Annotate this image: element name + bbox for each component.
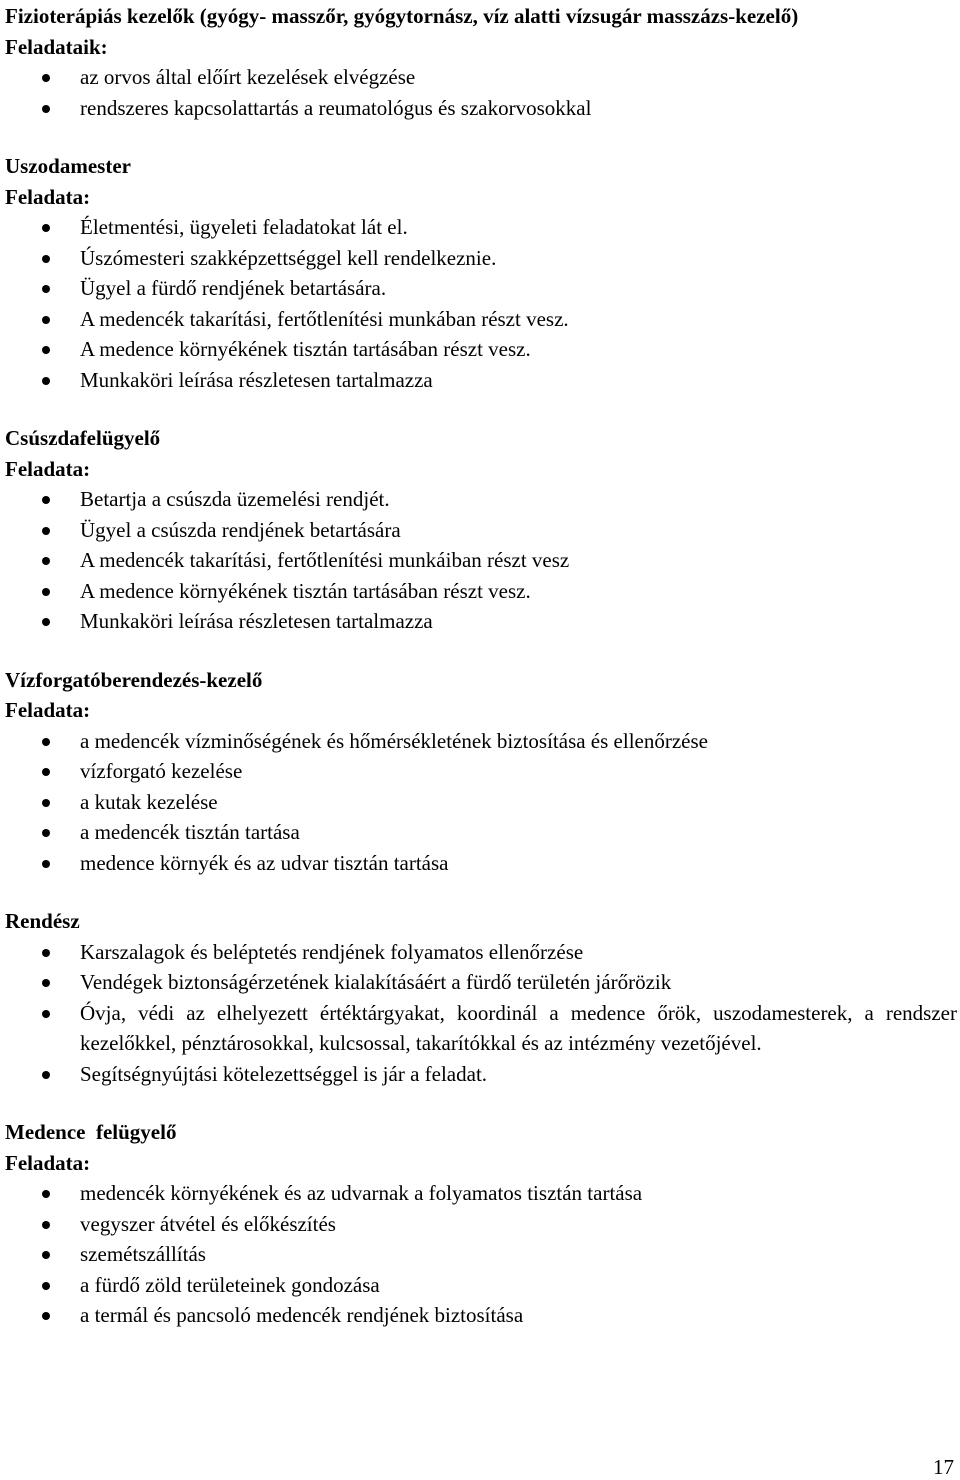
bullet-icon [42, 588, 50, 596]
bullet-icon [42, 346, 50, 354]
bullet-icon [42, 1282, 50, 1290]
page-number: 17 [933, 1455, 954, 1479]
bullet-icon [42, 1010, 50, 1018]
bullet-icon [42, 74, 50, 82]
list-item: Munkaköri leírása részletesen tartalmazza [5, 365, 957, 396]
list-item: a medencék tisztán tartása [5, 817, 957, 848]
bullet-icon [42, 1251, 50, 1259]
list-item: medencék környékének és az udvarnak a folyamatos tisztán tartása [5, 1178, 957, 1209]
list-item: A medencék takarítási, fertőtlenítési munkában részt vesz. [5, 304, 957, 335]
bullet-icon [42, 557, 50, 565]
bullet-icon [42, 618, 50, 626]
list-item: A medencék takarítási, fertőtlenítési munkáiban részt vesz [5, 545, 957, 576]
list-item: a fürdő zöld területeinek gondozása [5, 1270, 957, 1301]
section-title: Medence felügyelő [5, 1120, 177, 1144]
list-item: Munkaköri leírása részletesen tartalmazza [5, 606, 957, 637]
list-item: Úszómesteri szakképzettséggel kell rendelkeznie. [5, 243, 957, 274]
section-title: Vízforgatóberendezés-kezelő [5, 667, 263, 692]
list-item: Óvja, védi az elhelyezett értéktárgyakat, koordinál a medence őrök, uszodamesterek, a rendszer kezelőkkel, pénztárosokkal, kulcsossal, takarítókkal és az intézmény vezetőjével. [5, 998, 957, 1059]
list-item: a medencék vízminőségének és hőmérsékletének biztosítása és ellenőrzése [5, 726, 957, 757]
list-item: Segítségnyújtási kötelezettséggel is jár a feladat. [5, 1059, 957, 1090]
task-list [5, 937, 957, 1090]
bullet-icon [42, 377, 50, 385]
section-title: Fizioterápiás kezelők (gyógy- masszőr, gyógytornász, víz alatti vízsugár masszázs-kezelő) [5, 4, 799, 28]
section-rendesz [5, 906, 957, 1089]
bullet-icon [42, 1221, 50, 1229]
task-list [5, 62, 957, 123]
bullet-icon [42, 1190, 50, 1198]
section-fizioterapias-kezelok [5, 1, 957, 123]
bullet-icon [42, 949, 50, 957]
bullet-icon [42, 860, 50, 868]
list-item: Életmentési, ügyeleti feladatokat lát el. [5, 212, 957, 243]
section-uszodamester [5, 151, 957, 395]
list-item: Ügyel a fürdő rendjének betartására. [5, 273, 957, 304]
section-title: Uszodamester [5, 154, 131, 178]
list-item: Vendégek biztonságérzetének kialakításáért a fürdő területén járőrözik [5, 967, 957, 998]
section-vizforgato-kezelo [5, 665, 957, 879]
list-item: A medence környékének tisztán tartásában részt vesz. [5, 334, 957, 365]
section-label: Feladata: [5, 456, 91, 481]
section-medence-felugyelo [5, 1117, 957, 1331]
list-item: Betartja a csúszda üzemelési rendjét. [5, 484, 957, 515]
bullet-icon [42, 105, 50, 113]
section-label: Feladata: [5, 1150, 91, 1175]
task-list [5, 484, 957, 637]
task-list [5, 726, 957, 879]
document-page [5, 1, 957, 1359]
bullet-icon [42, 1071, 50, 1079]
bullet-icon [42, 979, 50, 987]
list-item: a kutak kezelése [5, 787, 957, 818]
list-item: medence környék és az udvar tisztán tartása [5, 848, 957, 879]
bullet-icon [42, 738, 50, 746]
list-item: vízforgató kezelése [5, 756, 957, 787]
task-list [5, 1178, 957, 1331]
list-item: Ügyel a csúszda rendjének betartására [5, 515, 957, 546]
list-item: vegyszer átvétel és előkészítés [5, 1209, 957, 1240]
bullet-icon [42, 1312, 50, 1320]
section-title: Rendész [5, 909, 80, 933]
bullet-icon [42, 829, 50, 837]
bullet-icon [42, 527, 50, 535]
section-title: Csúszdafelügyelő [5, 426, 161, 450]
bullet-icon [42, 285, 50, 293]
bullet-icon [42, 799, 50, 807]
section-label: Feladata: [5, 184, 91, 209]
list-item: szemétszállítás [5, 1239, 957, 1270]
section-label: Feladataik: [5, 34, 108, 59]
section-label: Feladata: [5, 698, 91, 722]
bullet-icon [42, 768, 50, 776]
list-item: A medence környékének tisztán tartásában részt vesz. [5, 576, 957, 607]
bullet-icon [42, 255, 50, 263]
list-item: Karszalagok és beléptetés rendjének folyamatos ellenőrzése [5, 937, 957, 968]
bullet-icon [42, 316, 50, 324]
bullet-icon [42, 224, 50, 232]
task-list [5, 212, 957, 395]
list-item: rendszeres kapcsolattartás a reumatológus és szakorvosokkal [5, 93, 957, 124]
section-csuszdafelugyelo [5, 423, 957, 637]
bullet-icon [42, 496, 50, 504]
list-item: a termál és pancsoló medencék rendjének biztosítása [5, 1300, 957, 1331]
list-item: az orvos által előírt kezelések elvégzése [5, 62, 957, 93]
